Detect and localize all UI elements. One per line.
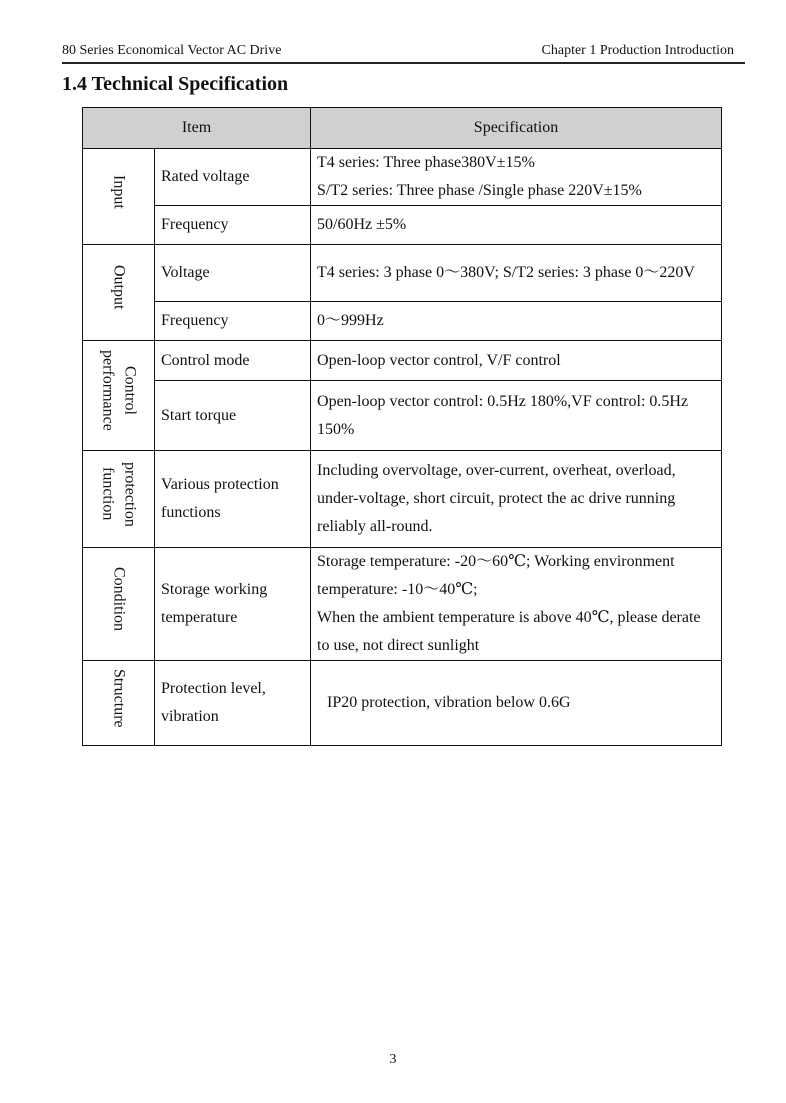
group-control-performance [83, 341, 155, 451]
group-protection-function [83, 451, 155, 548]
spec-output-voltage: T4 series: 3 phase 0～380V; S/T2 series: 3 phase 0～220V [311, 245, 722, 302]
group-input [83, 149, 155, 245]
group-label-output: Output [110, 265, 128, 310]
group-label-protection-function: protection function [99, 461, 139, 527]
spec-rated-voltage [311, 149, 722, 206]
spec-rated-voltage-st2: S/T2 series: Three phase /Single phase 220V±15% [317, 182, 642, 199]
spec-storage-temperature-range: Storage temperature: -20～60℃; Working environment temperature: -10～40℃; [317, 553, 675, 598]
group-structure [83, 661, 155, 746]
section-title: 1.4 Technical Specification [62, 73, 289, 95]
table-row [83, 341, 722, 381]
group-label-condition: Condition [110, 566, 128, 631]
header-chapter-title: Chapter 1 Production Introduction [541, 43, 734, 58]
spec-input-frequency: 50/60Hz ±5% [311, 206, 722, 245]
table-row [83, 548, 722, 661]
item-output-frequency: Frequency [155, 302, 311, 341]
item-output-voltage: Voltage [155, 245, 311, 302]
spec-protection-functions: Including overvoltage, over-current, overheat, overload, under-voltage, short circuit, protect the ac drive running reliably all-round. [311, 451, 722, 548]
column-header-specification: Specification [311, 108, 722, 149]
page-header [62, 40, 745, 64]
technical-specification-table [82, 107, 722, 746]
table-row [83, 381, 722, 451]
item-start-torque: Start torque [155, 381, 311, 451]
spec-output-frequency: 0～999Hz [311, 302, 722, 341]
item-protection-functions: Various protection functions [155, 451, 311, 548]
item-control-mode: Control mode [155, 341, 311, 381]
group-output [83, 245, 155, 341]
table-row [83, 451, 722, 548]
table-row [83, 245, 722, 302]
group-condition [83, 548, 155, 661]
table-header-row [83, 108, 722, 149]
spec-control-mode: Open-loop vector control, V/F control [311, 341, 722, 381]
spec-storage-temperature [311, 548, 722, 661]
item-input-frequency: Frequency [155, 206, 311, 245]
group-label-input: Input [110, 174, 128, 209]
group-label-structure: Structure [110, 668, 128, 728]
column-header-item: Item [83, 108, 311, 149]
header-document-title: 80 Series Economical Vector AC Drive [62, 43, 282, 58]
item-rated-voltage: Rated voltage [155, 149, 311, 206]
table-row [83, 149, 722, 206]
spec-start-torque: Open-loop vector control: 0.5Hz 180%,VF control: 0.5Hz 150% [311, 381, 722, 451]
table-row [83, 661, 722, 746]
table-row [83, 302, 722, 341]
spec-storage-temperature-derating: When the ambient temperature is above 40℃, please derate to use, not direct sunlight [317, 609, 701, 654]
page-number: 3 [389, 1052, 397, 1067]
item-protection-level: Protection level, vibration [155, 661, 311, 746]
spec-rated-voltage-t4: T4 series: Three phase380V±15% [317, 154, 535, 171]
table-row [83, 206, 722, 245]
item-storage-temperature: Storage working temperature [155, 548, 311, 661]
group-label-control-performance: Control performance [99, 350, 139, 431]
spec-protection-level: IP20 protection, vibration below 0.6G [311, 661, 722, 746]
